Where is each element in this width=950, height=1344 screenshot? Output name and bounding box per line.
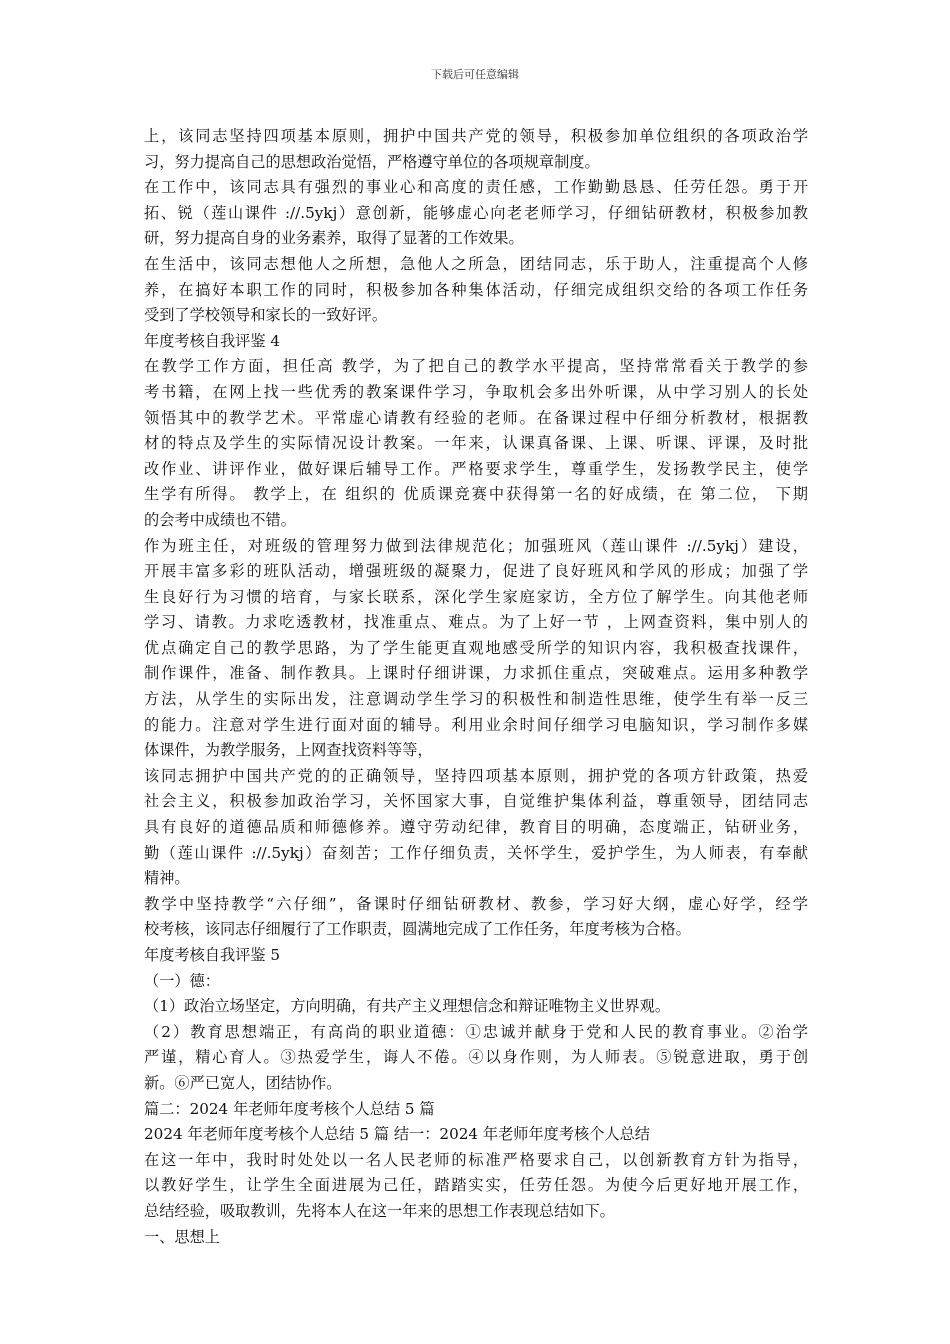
text-line: 年度考核自我评鉴 5 <box>144 946 280 964</box>
text-line: 以教好学生，让学生全面进展为己任，踏踏实实，任劳任怨。为使今后更好地开展工作， <box>144 1176 808 1195</box>
text-line: 在生活中，该同志想他人之所想，急他人之所急，团结同志，乐于助人，注重提高个人修 <box>144 254 808 273</box>
text-line: 教学中坚持教学“六仔细”，备课时仔细钻研教材、教参，学习好大纲，虚心好学，经学 <box>144 894 808 913</box>
text-line: 篇二：2024 年老师年度考核个人总结 5 篇 <box>144 1099 435 1118</box>
text-line: 校考核，该同志仔细履行了工作职责，圆满地完成了工作任务，年度考核为合格。 <box>144 920 691 939</box>
text-line: 体课件，为教学服务，上网查找资料等等， <box>144 741 433 760</box>
text-line: 在这一年中，我时时处处以一名人民老师的标准严格要求自己，以创新教育方针为指导， <box>144 1150 808 1169</box>
text-line: 拓、锐（莲山课件 ://.5ykj）意创新，能够虚心向老老师学习，仔细钻研教材，积极参加教 <box>144 203 808 222</box>
text-line: 勤（莲山课件 ://.5ykj）奋刻苦；工作仔细负责，关怀学生，爱护学生，为人师表，有奉献 <box>144 843 808 862</box>
text-line: 改作业、讲评作业，做好课后辅导工作。严格要求学生，尊重学生，发扬教学民主，使学 <box>144 459 808 478</box>
text-line: 精神。 <box>144 869 190 888</box>
text-line: 生良好行为习惯的培育，与家长联系，深化学生家庭家访，全方位了解学生。向其他老师 <box>144 587 808 606</box>
text-line: 该同志拥护中国共产党的的正确领导，坚持四项基本原则，拥护党的各项方针政策，热爱 <box>144 766 808 785</box>
text-line: 2024 年老师年度考核个人总结 5 篇 结一：2024 年老师年度考核个人总结 <box>144 1125 650 1144</box>
text-line: 年度考核自我评鉴 4 <box>144 331 280 350</box>
text-line: 的能力。注意对学生进行面对面的辅导。利用业余时间仔细学习电脑知识，学习制作多媒 <box>144 715 808 734</box>
text-line: （2）教育思想端正，有高尚的职业道德：①忠诚并献身于党和人民的教育事业。②治学 <box>144 1022 808 1041</box>
text-line: 养，在搞好本职工作的同时，积极参加各种集体活动，仔细完成组织交给的各项工作任务 <box>144 280 808 299</box>
text-line: 学习、请教。力求吃透教材，找准重点、难点。为了上好一节 ，上网查资料，集中别人的 <box>144 613 808 632</box>
text-line: 领悟其中的教学艺术。平常虚心请教有经验的老师。在备课过程中仔细分析教材，根据教 <box>144 408 808 427</box>
text-line: 考书籍，在网上找一些优秀的教案课件学习，争取机会多出外听课，从中学习别人的长处 <box>144 382 808 401</box>
text-line: 材的特点及学生的实际情况设计教案。一年来，认课真备课、上课、听课、评课，及时批 <box>144 434 808 453</box>
text-line: 总结经验，吸取教训，先将本人在这一年来的思想工作表现总结如下。 <box>144 1201 615 1220</box>
text-line: 方法，从学生的实际出发，注意调动学生学习的积极性和制造性思维，使学生有举一反三 <box>144 690 808 709</box>
text-line: 的会考中成绩也不错。 <box>144 510 296 529</box>
text-line: 习，努力提高自己的思想政治觉悟，严格遵守单位的各项规章制度。 <box>144 152 600 171</box>
text-line: 受到了学校领导和家长的一致好评。 <box>144 306 387 325</box>
text-line: 开展丰富多彩的班队活动，增强班级的凝聚力，促进了良好班风和学风的形成；加强了学 <box>144 562 808 581</box>
page-header: 下载后可任意编辑 <box>431 68 519 81</box>
document-body <box>144 124 808 1250</box>
text-line: 社会主义，积极参加政治学习，关怀国家大事，自觉维护集体利益，尊重领导，团结同志 <box>144 792 808 811</box>
text-line: 作为班主任，对班级的管理努力做到法律规范化；加强班风（莲山课件 ://.5ykj）建设， <box>144 536 808 555</box>
text-line: （1）政治立场坚定，方向明确，有共产主义理想信念和辩证唯物主义世界观。 <box>144 997 671 1016</box>
text-line: （一）德： <box>144 971 220 990</box>
text-line: 具有良好的道德品质和师德修养。遵守劳动纪律，教育目的明确，态度端正，钻研业务， <box>144 818 808 837</box>
text-line: 在教学工作方面，担任高 教学，为了把自己的教学水平提高，坚持常常看关于教学的参 <box>144 357 808 376</box>
text-line: 严谨，精心育人。③热爱学生，诲人不倦。④以身作则，为人师表。⑤锐意进取，勇于创 <box>144 1048 808 1067</box>
text-line: 生学有所得。 教学上，在 组织的 优质课竞赛中获得第一名的好成绩，在 第二位， 下期 <box>144 485 808 504</box>
text-line: 新。⑥严已宽人，团结协作。 <box>144 1073 342 1092</box>
text-line: 制作课件，准备、制作教具。上课时仔细讲课，力求抓住重点，突破难点。运用多种教学 <box>144 664 808 683</box>
text-line: 研，努力提高自身的业务素养，取得了显著的工作效果。 <box>144 229 524 248</box>
text-line: 一、思想上 <box>144 1227 220 1246</box>
text-line: 在工作中，该同志具有强烈的事业心和高度的责任感，工作勤勤恳恳、任劳任怨。勇于开 <box>144 178 808 197</box>
text-line: 优点确定自己的教学思路，为了学生能更直观地感受所学的知识内容，我积极查找课件， <box>144 638 808 657</box>
text-line: 上，该同志坚持四项基本原则，拥护中国共产党的领导，积极参加单位组织的各项政治学 <box>144 127 808 145</box>
